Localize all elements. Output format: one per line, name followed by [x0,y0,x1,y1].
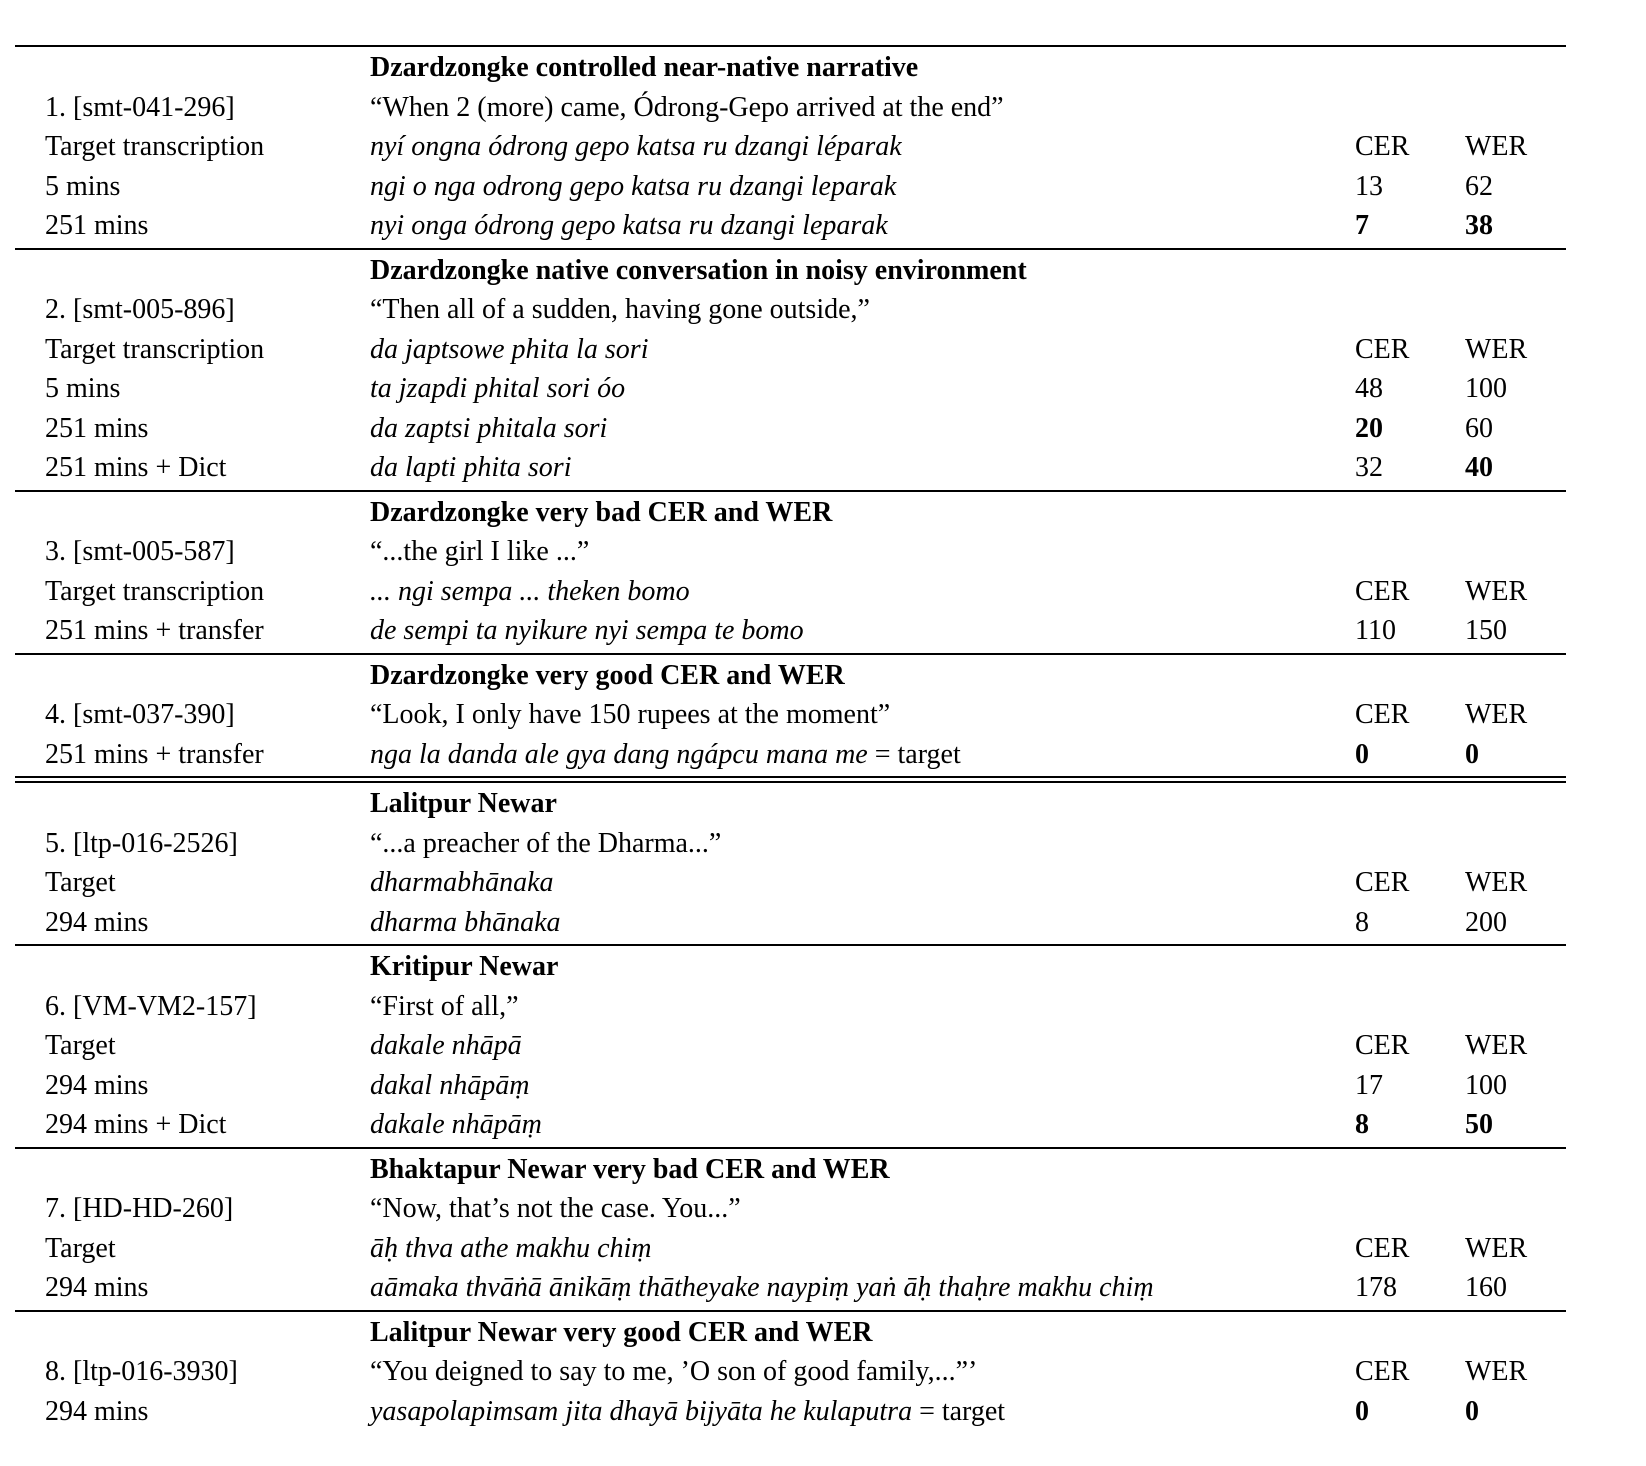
table-section [15,946,1566,1149]
wer-cell [1465,290,1566,330]
section-title: Dzardzongke native conversation in noisy environment [370,254,1027,286]
row-label: Target transcription [45,333,265,365]
gloss-text: “When 2 (more) came, Ódrong-Gepo arrived at the end” [370,91,1004,123]
transcription-text: dakale nhāpāṃ [370,1109,542,1140]
wer-cell: WER [1465,1232,1528,1264]
transcription-cell [370,611,1355,651]
row-label: Target transcription [45,131,265,162]
transcription-text: āḥ thva athe makhu chiṃ [370,1232,652,1264]
section-title: Bhaktapur Newar very bad CER and WER [370,1153,890,1185]
row-label: 251 mins [45,412,149,444]
row-label: 251 mins + transfer [45,615,264,646]
transcription-text: nyí ongna ódrong gepo katsa ru dzangi léparak [370,131,902,162]
section-title: Dzardzongke very good CER and WER [370,659,845,691]
row-label: 1. [smt-041-296] [45,91,235,123]
row-label: 2. [smt-005-896] [45,294,235,325]
transcription-text: da japtsowe phita la sori [370,333,649,365]
table-row [15,290,1566,330]
table-row [15,1105,1566,1145]
wer-cell [1465,1189,1566,1229]
wer-cell: 62 [1465,170,1493,202]
table-row [15,330,1566,370]
wer-cell [1465,987,1566,1027]
section-header-row [15,656,1566,696]
gloss-text: “...a preacher of the Dharma...” [370,827,722,859]
target-suffix: = target [867,738,961,770]
row-label: 8. [ltp-016-3930] [45,1356,238,1387]
row-label: 3. [smt-005-587] [45,536,235,567]
cer-cell [1355,290,1465,330]
cer-cell: 7 [1355,210,1369,241]
section-header-row [15,251,1566,291]
gloss-text: “You deigned to say to me, ’O son of good family,...”’ [370,1356,978,1387]
table-row [15,1352,1566,1392]
wer-cell: 60 [1465,412,1493,444]
wer-cell: WER [1465,575,1528,607]
transcription-cell [370,824,1355,864]
transcription-cell [370,572,1355,612]
cer-cell: 110 [1355,615,1396,646]
cer-cell: 0 [1355,1395,1369,1427]
transcription-cell [370,1105,1355,1145]
cer-cell: CER [1355,131,1410,162]
cer-cell [1355,1189,1465,1229]
transcription-cell [370,1066,1355,1106]
transcription-cell [370,167,1355,207]
transcription-cell [370,987,1355,1027]
transcription-text: nyi onga ódrong gepo katsa ru dzangi leparak [370,210,888,241]
row-label: 4. [smt-037-390] [45,699,235,730]
wer-cell: WER [1465,131,1528,162]
gloss-text: “Now, that’s not the case. You...” [370,1193,741,1224]
wer-cell: 150 [1465,615,1507,646]
transcription-text: da lapti phita sori [370,452,572,483]
wer-cell: 100 [1465,1069,1507,1101]
transcription-text: aāmaka thvāṅā ānikāṃ thātheyake naypiṃ yaṅ āḥ thaḥre makhu chiṃ [370,1272,1154,1303]
gloss-text: “First of all,” [370,990,519,1022]
table-row [15,127,1566,167]
results-table [15,45,1566,1433]
cer-cell: 20 [1355,412,1383,444]
section-header-row [15,48,1566,88]
table-row [15,369,1566,409]
cer-cell: 17 [1355,1069,1383,1101]
section-header-row [15,493,1566,533]
table-row [15,735,1566,775]
gloss-text: “Look, I only have 150 rupees at the moment” [370,699,891,730]
transcription-cell [370,88,1355,128]
wer-cell: 200 [1465,906,1507,938]
table-row [15,448,1566,488]
table-row [15,88,1566,128]
table-row [15,167,1566,207]
wer-cell: 100 [1465,373,1507,404]
table-section [15,250,1566,492]
row-label: Target [45,1232,116,1264]
table-row [15,863,1566,903]
transcription-cell [370,1229,1355,1269]
section-header-row [15,1150,1566,1190]
transcription-cell [370,1352,1355,1392]
transcription-cell [370,1189,1355,1229]
table-row [15,1066,1566,1106]
table-row [15,206,1566,246]
cer-cell: 8 [1355,906,1369,938]
table-row [15,824,1566,864]
wer-cell [1465,532,1566,572]
row-label: 294 mins [45,1395,149,1427]
transcription-cell [370,290,1355,330]
transcription-cell [370,330,1355,370]
cer-cell: CER [1355,699,1410,730]
row-label: 5. [ltp-016-2526] [45,827,238,859]
cer-cell: CER [1355,1232,1410,1264]
row-label: 251 mins + Dict [45,452,227,483]
table-row [15,409,1566,449]
transcription-cell [370,735,1355,775]
wer-cell [1465,88,1566,128]
row-label: 294 mins [45,1069,149,1101]
section-title: Dzardzongke very bad CER and WER [370,496,833,528]
transcription-text: dakale nhāpā [370,1030,522,1061]
table-row [15,572,1566,612]
row-label: 5 mins [45,170,121,202]
cer-cell: 8 [1355,1109,1369,1140]
table-section [15,492,1566,655]
transcription-cell [370,1268,1355,1308]
wer-cell: WER [1465,699,1528,730]
table-row [15,1189,1566,1229]
cer-cell: 32 [1355,452,1383,483]
gloss-text: “...the girl I like ...” [370,536,590,567]
row-label: Target [45,1030,116,1061]
section-title: Dzardzongke controlled near-native narrative [370,52,919,83]
wer-cell: WER [1465,333,1528,365]
table-row [15,1026,1566,1066]
transcription-cell [370,409,1355,449]
cer-cell [1355,987,1465,1027]
transcription-cell [370,1392,1355,1432]
wer-cell: WER [1465,1030,1528,1061]
wer-cell: 40 [1465,452,1493,483]
table-row [15,611,1566,651]
cer-cell: CER [1355,1030,1410,1061]
transcription-text: ta jzapdi phital sori óo [370,373,626,404]
table-row [15,1268,1566,1308]
wer-cell: WER [1465,867,1528,898]
table-row [15,1229,1566,1269]
cer-cell [1355,824,1465,864]
row-label: 251 mins + transfer [45,738,264,770]
row-label: 294 mins [45,1272,149,1303]
row-label: 294 mins [45,906,149,938]
transcription-cell [370,448,1355,488]
cer-cell [1355,88,1465,128]
row-label: 251 mins [45,210,149,241]
cer-cell: CER [1355,575,1410,607]
row-label: 7. [HD-HD-260] [45,1193,234,1224]
table-section [15,655,1566,784]
row-label: 6. [VM-VM2-157] [45,990,257,1022]
row-label: 5 mins [45,373,121,404]
transcription-text: yasapolapimsam jita dhayā bijyāta he kulaputra [370,1395,913,1427]
wer-cell [1465,824,1566,864]
table-row [15,695,1566,735]
table-section [15,783,1566,946]
section-header-row [15,1313,1566,1353]
cer-cell: CER [1355,867,1410,898]
section-header-row [15,947,1566,987]
transcription-text: de sempi ta nyikure nyi sempa te bomo [370,615,804,646]
transcription-cell [370,206,1355,246]
transcription-text: dharma bhānaka [370,906,561,938]
wer-cell: WER [1465,1356,1528,1387]
wer-cell: 160 [1465,1272,1507,1303]
table-section [15,1312,1566,1434]
transcription-cell [370,369,1355,409]
section-title: Lalitpur Newar [370,788,557,819]
cer-cell: 13 [1355,170,1383,202]
transcription-cell [370,127,1355,167]
row-label: Target [45,867,116,898]
section-title: Lalitpur Newar very good CER and WER [370,1316,873,1348]
table-section [15,47,1566,250]
transcription-text: nga la danda ale gya dang ngápcu mana me [370,738,868,770]
cer-cell: 0 [1355,738,1369,770]
cer-cell: CER [1355,1356,1410,1387]
table-section [15,1149,1566,1312]
wer-cell: 0 [1465,1395,1479,1427]
table-row [15,1392,1566,1432]
transcription-cell [370,695,1355,735]
table-row [15,987,1566,1027]
transcription-text: da zaptsi phitala sori [370,412,608,444]
transcription-text: ... ngi sempa ... theken bomo [370,575,690,607]
cer-cell [1355,532,1465,572]
cer-cell: 178 [1355,1272,1397,1303]
table-row [15,532,1566,572]
target-suffix: = target [912,1395,1006,1427]
wer-cell: 0 [1465,738,1479,770]
table-row [15,903,1566,943]
wer-cell: 50 [1465,1109,1493,1140]
row-label: 294 mins + Dict [45,1109,227,1140]
section-header-row [15,784,1566,824]
transcription-cell [370,863,1355,903]
row-label: Target transcription [45,575,265,607]
section-title: Kritipur Newar [370,951,559,982]
gloss-text: “Then all of a sudden, having gone outside,” [370,294,870,325]
cer-cell: 48 [1355,373,1383,404]
transcription-cell [370,532,1355,572]
transcription-text: dakal nhāpāṃ [370,1069,530,1101]
transcription-cell [370,1026,1355,1066]
transcription-text: dharmabhānaka [370,867,554,898]
transcription-text: ngi o nga odrong gepo katsa ru dzangi leparak [370,170,897,202]
wer-cell: 38 [1465,210,1493,241]
transcription-cell [370,903,1355,943]
cer-cell: CER [1355,333,1410,365]
